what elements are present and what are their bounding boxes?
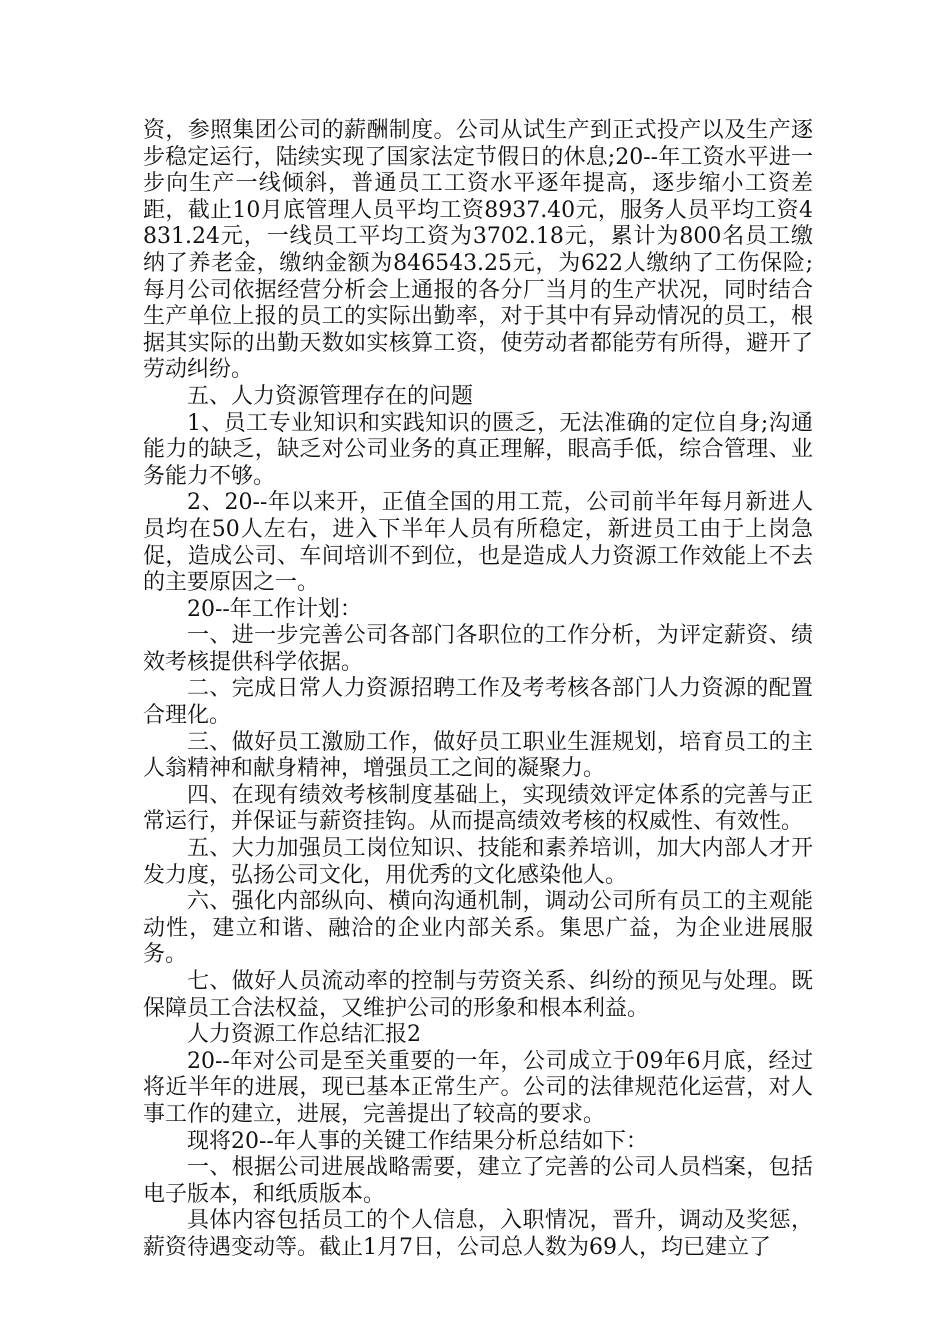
paragraph-plan-6: 六、强化内部纵向、横向沟通机制，调动公司所有员工的主观能动性，建立和谐、融洽的企业内部关系。集思广益，为企业进展服务。: [143, 889, 813, 968]
heading-work-plan: 20--年工作计划：: [187, 596, 362, 622]
paragraph-salary-summary: 资，参照集团公司的薪酬制度。公司从试生产到正式投产以及生产逐步稳定运行，陆续实现了国家法定节假日的休息;20--年工资水平进一步向生产一线倾斜，普通员工工资水平逐年提高，逐步缩小工资差距，截止10月底管理人员平均工资8937.40元，服务人员平均工资4831.24元，一线员工平均工资为3702.18元，累计为800名员工缴纳了养老金，缴纳金额为846543.25元，为622人缴纳了工伤保险;每月公司依据经营分析会上通报的各分厂当月的生产状况，同时结合生产单位上报的员工的实际出勤率，对于其中有异动情况的员工，根据其实际的出勤天数如实核算工资，使劳动者都能劳有所得，避开了劳动纠纷。: [143, 118, 813, 383]
paragraph-summary-lead: 现将20--年人事的关键工作结果分析总结如下：: [187, 1128, 648, 1154]
paragraph-report-intro: 20--年对公司是至关重要的一年，公司成立于09年6月底，经过将近半年的进展，现已基本正常生产。公司的法律规范化运营，对人事工作的建立，进展，完善提出了较高的要求。: [143, 1048, 813, 1127]
heading-report-2: 人力资源工作总结汇报2: [187, 1022, 421, 1048]
paragraph-problem-1: 1、员工专业知识和实践知识的匮乏，无法准确的定位自身;沟通能力的缺乏，缺乏对公司业务的真正理解，眼高手低，综合管理、业务能力不够。: [143, 410, 813, 489]
paragraph-problem-2: 2、20--年以来开，正值全国的用工荒，公司前半年每月新进人员均在50人左右，进入下半年人员有所稳定，新进员工由于上岗急促，造成公司、车间培训不到位，也是造成人力资源工作效能上不去的主要原因之一。: [143, 490, 813, 596]
document-page: [143, 118, 813, 1262]
paragraph-plan-2: 二、完成日常人力资源招聘工作及考考核各部门人力资源的配置合理化。: [143, 676, 813, 729]
heading-hr-problems: 五、人力资源管理存在的问题: [187, 383, 474, 409]
paragraph-archive-details: 具体内容包括员工的个人信息，入职情况，晋升，调动及奖惩，薪资待遇变动等。截止1月7日，公司总人数为69人，均已建立了: [143, 1208, 813, 1260]
paragraph-plan-7: 七、做好人员流动率的控制与劳资关系、纠纷的预见与处理。既保障员工合法权益，又维护公司的形象和根本利益。: [143, 969, 813, 1021]
paragraph-archive: 一、根据公司进展战略需要，建立了完善的公司人员档案，包括电子版本，和纸质版本。: [143, 1155, 813, 1207]
paragraph-plan-4: 四、在现有绩效考核制度基础上，实现绩效评定体系的完善与正常运行，并保证与薪资挂钩。从而提高绩效考核的权威性、有效性。: [143, 782, 813, 835]
paragraph-plan-1: 一、进一步完善公司各部门各职位的工作分析，为评定薪资、绩效考核提供科学依据。: [143, 623, 813, 675]
paragraph-plan-3: 三、做好员工激励工作，做好员工职业生涯规划，培育员工的主人翁精神和献身精神，增强员工之间的凝聚力。: [143, 729, 813, 782]
paragraph-plan-5: 五、大力加强员工岗位知识、技能和素养培训，加大内部人才开发力度，弘扬公司文化，用优秀的文化感染他人。: [143, 836, 813, 888]
